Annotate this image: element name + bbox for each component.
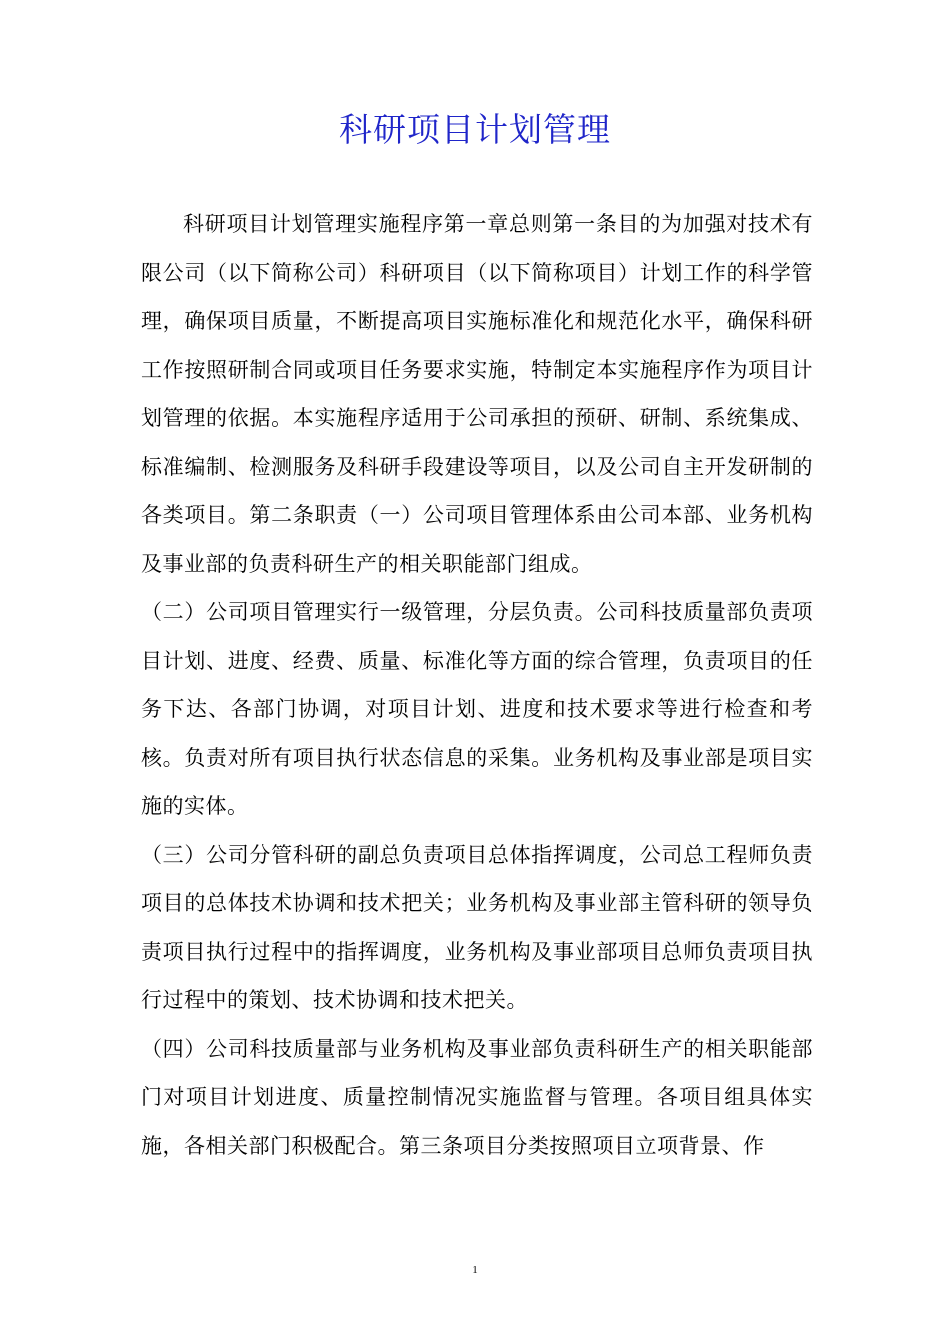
document-title: 科研项目计划管理 bbox=[339, 110, 611, 149]
document-body bbox=[141, 200, 813, 1170]
paragraph-item-3: （三）公司分管科研的副总负责项目总体指挥调度，公司总工程师负责项目的总体技术协调和技术把关；业务机构及事业部主管科研的领导负责项目执行过程中的指挥调度，业务机构及事业部项目总师负责项目执行过程中的策划、技术协调和技术把关。 bbox=[141, 842, 813, 1012]
paragraph-item-4: （四）公司科技质量部与业务机构及事业部负责科研生产的相关职能部门对项目计划进度、质量控制情况实施监督与管理。各项目组具体实施，各相关部门积极配合。第三条项目分类按照项目立项背景、作 bbox=[141, 1036, 813, 1158]
paragraph-general-provisions: 科研项目计划管理实施程序第一章总则第一条目的为加强对技术有限公司（以下简称公司）科研项目（以下简称项目）计划工作的科学管理，确保项目质量，不断提高项目实施标准化和规范化水平，确保科研工作按照研制合同或项目任务要求实施，特制定本实施程序作为项目计划管理的依据。本实施程序适用于公司承担的预研、研制、系统集成、标准编制、检测服务及科研手段建设等项目，以及公司自主开发研制的各类项目。第二条职责（一）公司项目管理体系由公司本部、业务机构及事业部的负责科研生产的相关职能部门组成。 bbox=[141, 212, 813, 576]
page-number: 1 bbox=[472, 1264, 478, 1276]
paragraph-item-2: （二）公司项目管理实行一级管理，分层负责。公司科技质量部负责项目计划、进度、经费、质量、标准化等方面的综合管理，负责项目的任务下达、各部门协调，对项目计划、进度和技术要求等进行检查和考核。负责对所有项目执行状态信息的采集。业务机构及事业部是项目实施的实体。 bbox=[141, 600, 813, 818]
